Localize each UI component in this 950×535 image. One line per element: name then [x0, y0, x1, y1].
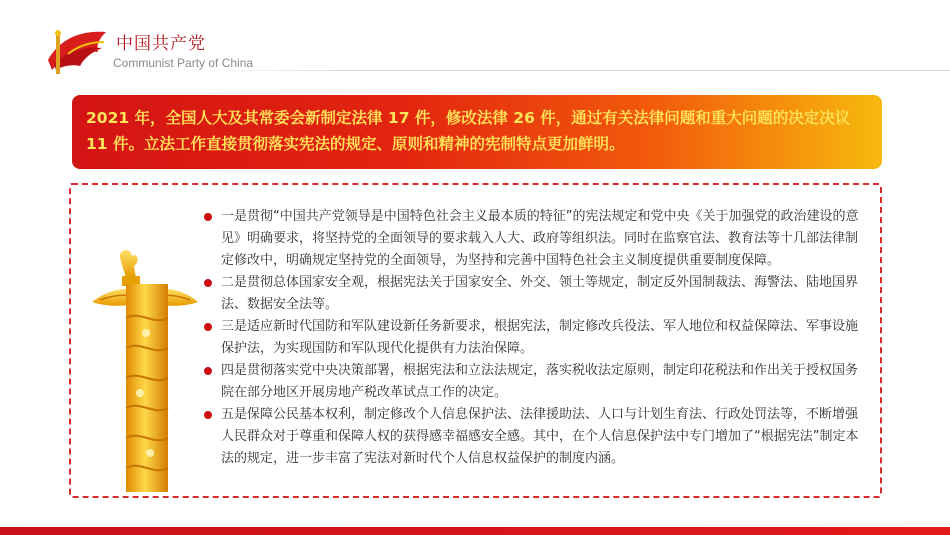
party-flag-icon [44, 20, 124, 78]
summary-banner [72, 95, 882, 169]
logo-subtitle: Communist Party of China [113, 56, 254, 70]
list-item-text: 三是适应新时代国防和军队建设新任务新要求，根据宪法，制定修改兵役法、军人地位和权益保障法、军事设施保护法，为实现国防和军队现代化提供有力法治保障。 [221, 319, 859, 356]
logo-title: 中国共产党 [116, 34, 206, 54]
content-list [204, 206, 869, 470]
header-divider [210, 70, 950, 71]
bullet-icon [204, 279, 212, 287]
list-item-text: 四是贯彻落实党中央决策部署，根据宪法和立法法规定，落实税收法定原则，制定印花税法和作出关于授权国务院在部分地区开展房地产税改革试点工作的决定。 [221, 363, 859, 400]
list-item [204, 360, 869, 404]
bullet-icon [204, 323, 212, 331]
bullet-icon [204, 213, 212, 221]
list-item-text: 二是贯彻总体国家安全观，根据宪法关于国家安全、外交、领土等规定，制定反外国制裁法、海警法、陆地国界法、数据安全法等。 [221, 275, 859, 312]
list-item [204, 206, 869, 272]
list-item [204, 272, 869, 316]
footer-bar [0, 527, 950, 535]
list-item [204, 404, 869, 470]
list-item [204, 316, 869, 360]
list-item-text: 一是贯彻“中国共产党领导是中国特色社会主义最本质的特征”的宪法规定和党中央《关于加强党的政治建设的意见》明确要求，将坚持党的全面领导的要求载入人大、政府等组织法。同时在监察官法、教育法等十几部法律制定修改中，明确规定坚持党的全面领导，为坚持和完善中国特色社会主义制度提供重要制度保障。 [221, 209, 859, 268]
banner-text: 2021 年，全国人大及其常委会新制定法律 17 件，修改法律 26 件，通过有关法律问题和重大问题的决定决议 11 件。立法工作直接贯彻落实宪法的规定、原则和精神的宪制特点更加鲜明。 [86, 109, 851, 153]
bullet-icon [204, 367, 212, 375]
bullet-icon [204, 411, 212, 419]
huabiao-pillar-icon [90, 248, 200, 492]
list-item-text: 五是保障公民基本权利，制定修改个人信息保护法、法律援助法、人口与计划生育法、行政处罚法等，不断增强人民群众对于尊重和保障人权的获得感幸福感安全感。其中，在个人信息保护法中专门增加了“根据宪法”制定本法的规定，进一步丰富了宪法对新时代个人信息权益保护的制度内涵。 [221, 407, 859, 466]
